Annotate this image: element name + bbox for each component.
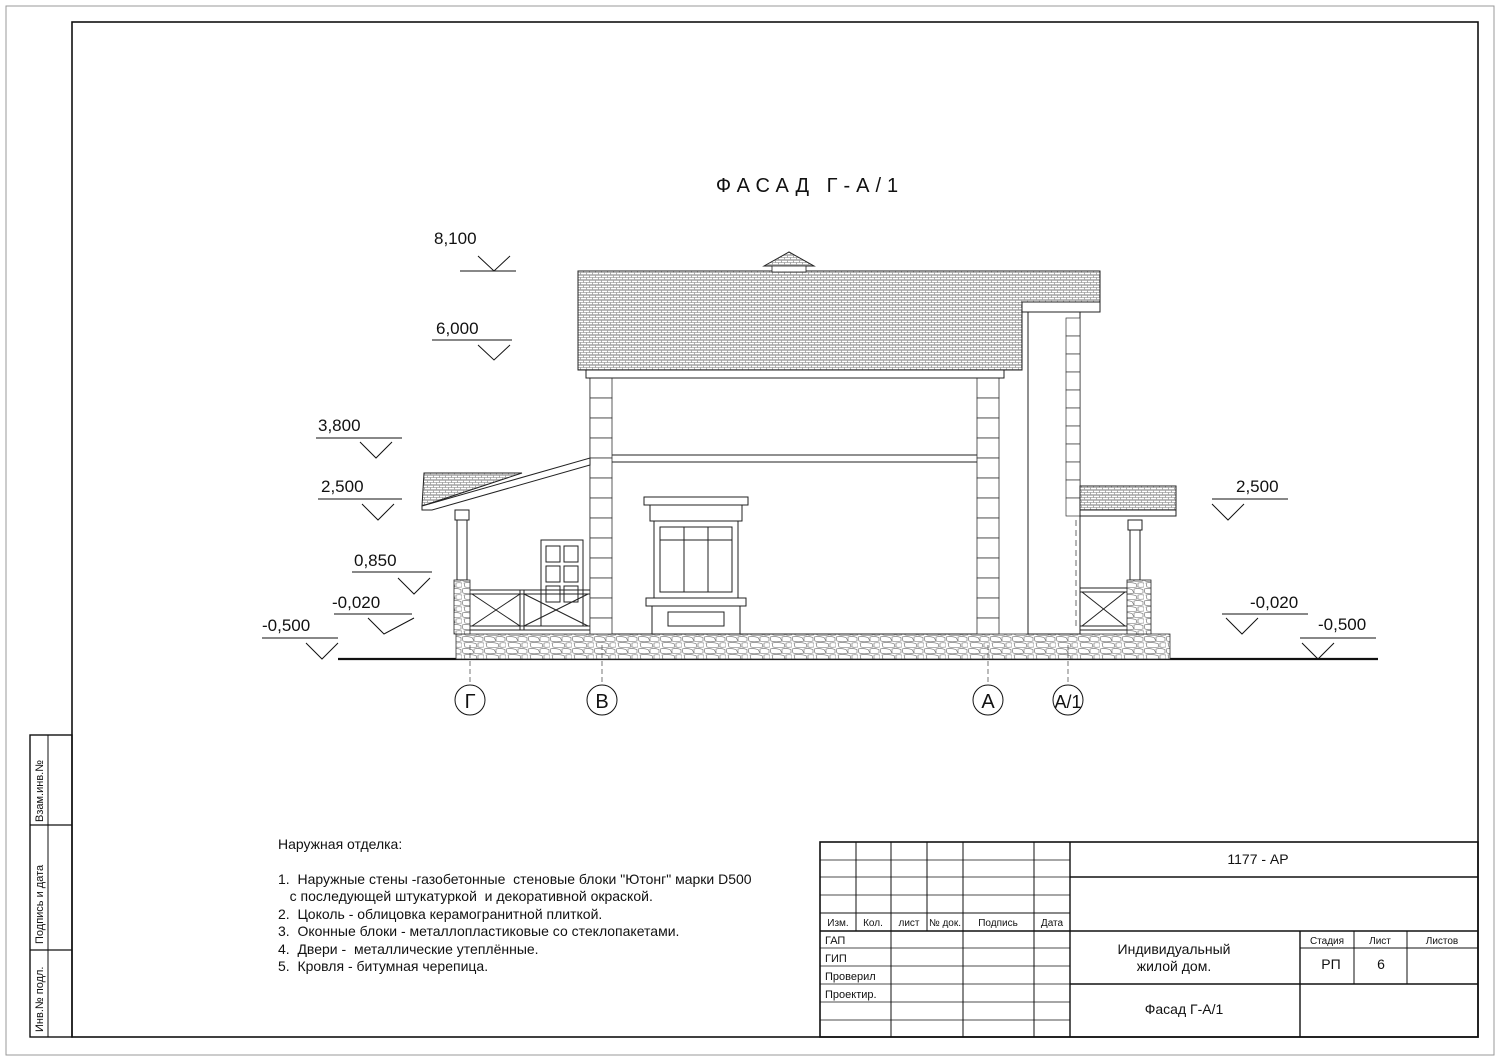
right-porch-column <box>1130 530 1140 580</box>
col-doc: № док. <box>928 918 962 929</box>
axis-label-a1: А/1 <box>1054 692 1082 712</box>
sheet-value: 6 <box>1377 956 1385 972</box>
note-item: 5. Кровля - битумная черепица. <box>278 958 489 974</box>
object-line-2: жилой дом. <box>1136 958 1212 974</box>
note-item: с последующей штукатуркой и декоративной окраской. <box>278 888 653 904</box>
elev-0850: 0,850 <box>354 551 397 570</box>
role-gip: ГИП <box>825 953 847 965</box>
elev-8100: 8,100 <box>434 229 477 248</box>
replace-inv-label: Взам.инв.№ <box>34 759 46 822</box>
left-porch-roof <box>422 473 522 506</box>
stage-label: Стадия <box>1309 936 1345 947</box>
main-roof <box>578 271 1100 370</box>
object-line-1: Индивидуальный <box>1117 941 1231 957</box>
title-block-text <box>825 851 1458 1017</box>
left-porch-column <box>457 520 467 580</box>
right-wing-quoins <box>1066 318 1080 516</box>
note-item: 2. Цоколь - облицовка керамогранитной плиткой. <box>278 905 603 922</box>
right-railing <box>1080 588 1127 630</box>
stage-value: РП <box>1321 956 1341 972</box>
sheet-title: Фасад Г-А/1 <box>1144 1001 1224 1017</box>
finishing-notes <box>278 836 752 976</box>
bay-window <box>644 497 748 634</box>
roof-vent <box>764 252 814 266</box>
inv-orig-label: Инв.№ подл. <box>34 966 46 1032</box>
col-izm: Изм. <box>827 918 849 929</box>
facade-elevation <box>338 252 1378 659</box>
note-item: 1. Наружные стены -газобетонные стеновые блоки "Ютонг" марки D500 <box>278 870 752 887</box>
elev-2500-left: 2,500 <box>321 477 364 496</box>
axis-label-g: Г <box>464 691 476 713</box>
sign-date-label: Подпись и дата <box>34 864 46 944</box>
elev-3800: 3,800 <box>318 416 361 435</box>
elev-0500-right: -0,500 <box>1318 615 1367 634</box>
axis-label-v: В <box>595 691 609 713</box>
col-date: Дата <box>1040 918 1064 929</box>
axis-label-a: А <box>981 691 995 713</box>
elev-2500-right: 2,500 <box>1236 477 1279 496</box>
note-item: 3. Оконные блоки - металлопластиковые со стеклопакетами. <box>278 923 680 939</box>
sheet-label: Лист <box>1369 936 1391 947</box>
doc-code: 1177 - АР <box>1227 851 1289 867</box>
notes-heading: Наружная отделка: <box>278 836 403 852</box>
elev-6000: 6,000 <box>436 319 479 338</box>
page-title: ФАСАД Г-А/1 <box>715 175 905 197</box>
side-stamp <box>30 735 72 1037</box>
col-sign: Подпись <box>978 918 1018 929</box>
quoins-right <box>977 378 999 634</box>
sheets-label: Листов <box>1425 936 1459 947</box>
role-checked: Проверил <box>825 971 876 983</box>
col-kol: Кол. <box>863 918 883 929</box>
axis-markers <box>455 685 1083 715</box>
note-item: 4. Двери - металлические утеплённые. <box>278 940 539 957</box>
elev-0500-left: -0,500 <box>262 616 311 635</box>
col-list: лист <box>898 918 920 929</box>
role-gap: ГАП <box>825 935 846 947</box>
plinth-stone <box>456 634 1170 659</box>
elev-0020-right: -0,020 <box>1250 593 1299 612</box>
role-designer: Проектир. <box>825 989 877 1001</box>
quoins-left <box>590 378 612 634</box>
elev-0020-left: -0,020 <box>332 593 381 612</box>
right-porch-roof <box>1080 486 1176 510</box>
